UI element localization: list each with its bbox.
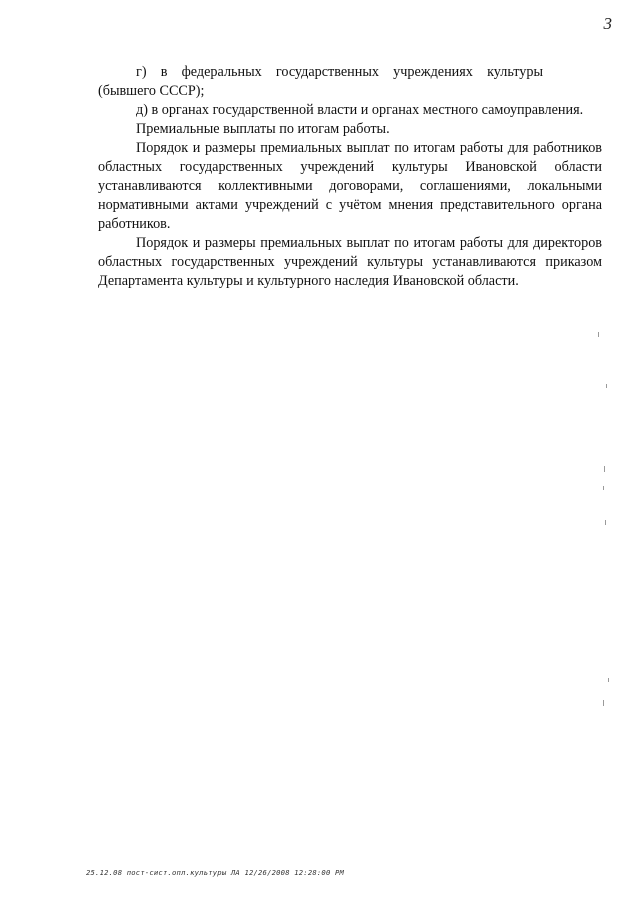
scan-speck xyxy=(598,332,599,337)
scan-speck xyxy=(604,466,605,472)
scan-speck xyxy=(608,678,609,682)
file-footer: 25.12.08 пост-сист.опл.культуры ЛА 12/26/2008 12:28:00 PM xyxy=(86,868,345,877)
page-number: 3 xyxy=(603,14,612,33)
scan-speck xyxy=(606,384,607,388)
scan-speck xyxy=(603,486,604,490)
item-g-line1: г) в федеральных государственных учреждениях культуры xyxy=(136,64,543,80)
paragraph-directors: Порядок и размеры премиальных выплат по итогам работы для директоров областных государственных учреждений культуры устанавливаются приказом Департамента культуры и культурного наследия Ивановской области. xyxy=(98,235,602,289)
item-d: д) в органах государственной власти и органах местного самоуправления. xyxy=(136,102,584,118)
scan-speck xyxy=(605,520,606,525)
document-body xyxy=(98,63,602,291)
premium-heading: Премиальные выплаты по итогам работы. xyxy=(136,121,390,137)
paragraph-workers: Порядок и размеры премиальных выплат по итогам работы для работников областных государственных учреждений культуры Ивановской области устанавливаются коллективными договорами, соглашениями, локальными нормативными актами учреждений с учётом мнения представительного органа работников. xyxy=(98,140,602,232)
scan-speck xyxy=(603,700,604,706)
item-g-line2: (бывшего СССР); xyxy=(98,83,205,99)
